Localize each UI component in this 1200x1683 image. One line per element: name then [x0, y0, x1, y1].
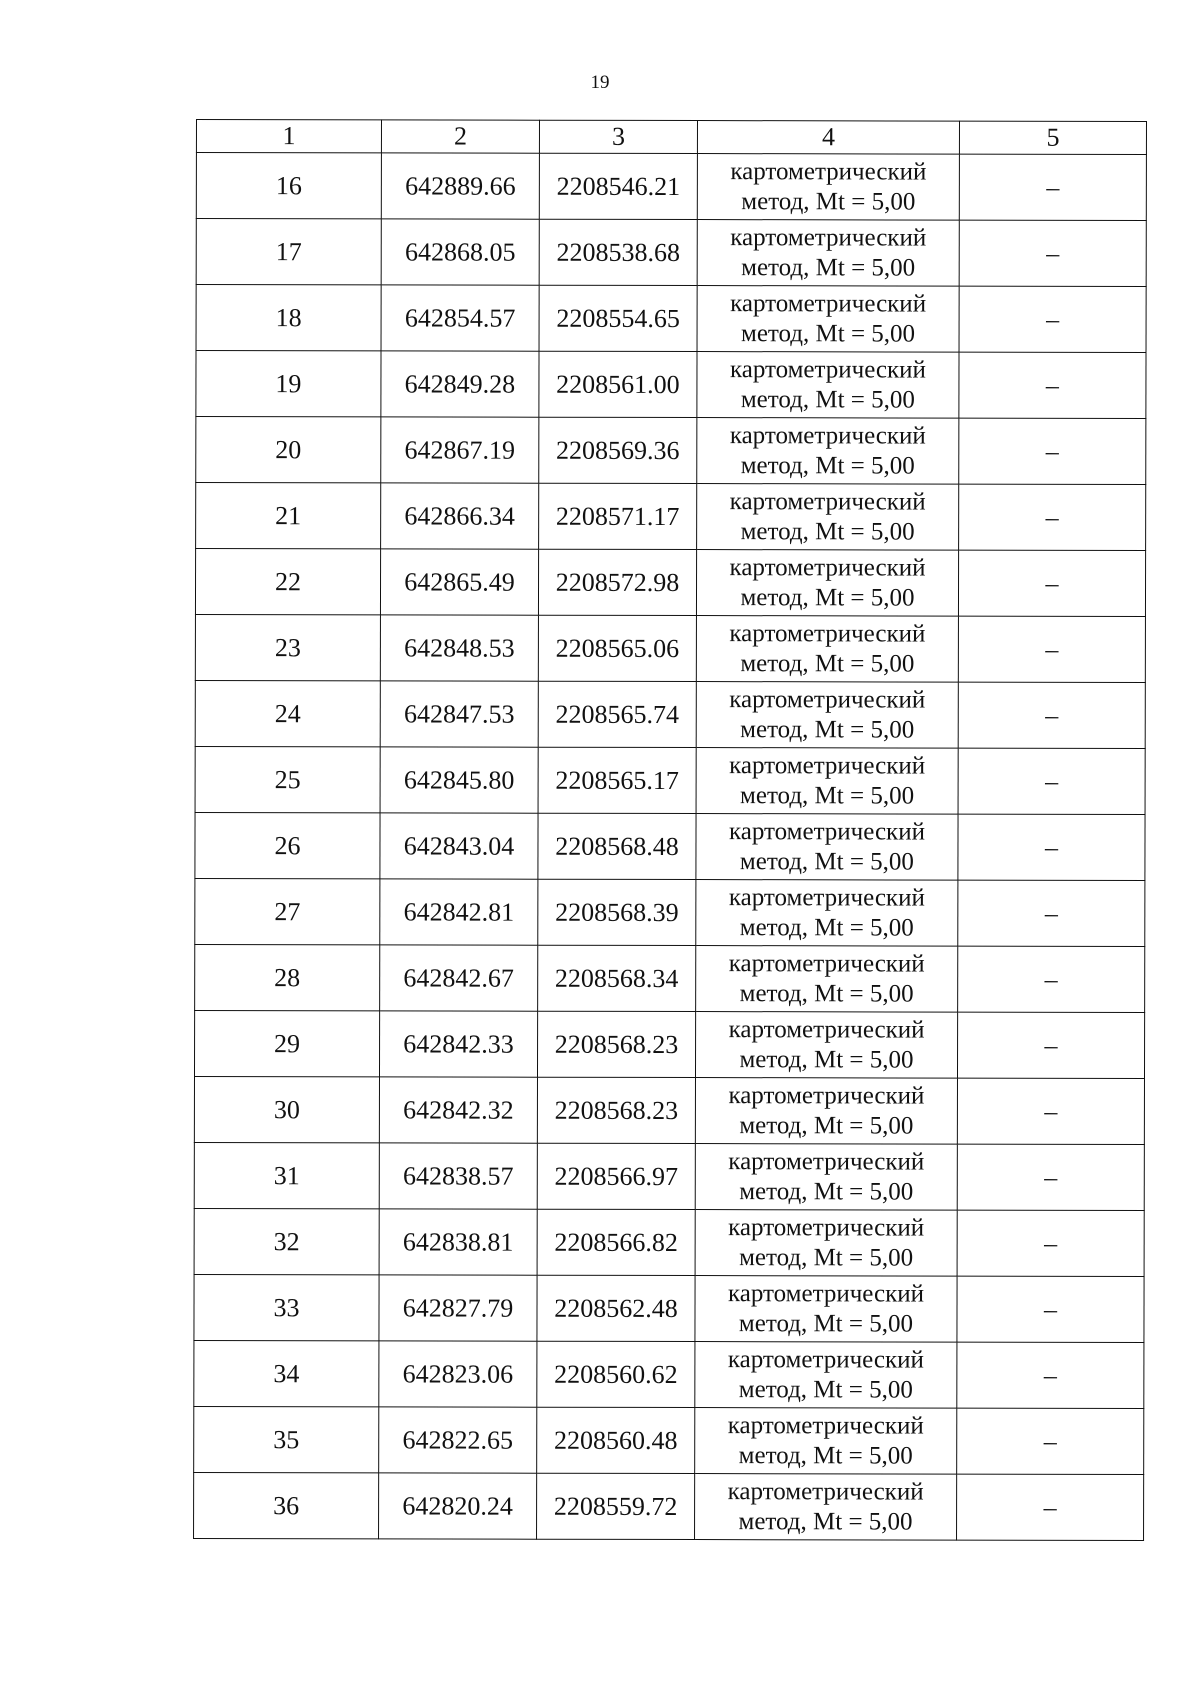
- description-cell: –: [958, 682, 1145, 748]
- x-coordinate-cell: 642868.05: [381, 219, 539, 285]
- description-cell: –: [959, 418, 1146, 484]
- method-cell: [697, 352, 959, 419]
- method-line-1: картометрический: [728, 817, 926, 846]
- method-cell: [696, 814, 958, 881]
- coordinates-table: [193, 119, 1147, 1541]
- point-number-cell: 23: [195, 614, 380, 680]
- method-line-1: картометрический: [729, 619, 926, 648]
- x-coordinate-cell: 642838.57: [379, 1143, 537, 1209]
- method-line-1: картометрический: [729, 685, 926, 714]
- y-coordinate-cell: 2208554.65: [539, 285, 697, 351]
- method-line-2: метод, Mt = 5,00: [738, 1375, 913, 1404]
- x-coordinate-cell: 642866.34: [381, 483, 539, 549]
- description-cell: –: [958, 814, 1145, 880]
- method-line-1: картометрический: [730, 223, 927, 252]
- table-row: [196, 153, 1146, 221]
- y-coordinate-cell: 2208571.17: [539, 483, 697, 549]
- x-coordinate-cell: 642854.57: [381, 285, 539, 351]
- method-line-2: метод, Mt = 5,00: [738, 1507, 913, 1536]
- y-coordinate-cell: 2208546.21: [539, 153, 697, 219]
- x-coordinate-cell: 642865.49: [380, 549, 538, 615]
- method-line-1: картометрический: [728, 883, 925, 912]
- method-cell: [695, 1078, 957, 1145]
- method-line-1: картометрический: [729, 553, 926, 582]
- point-number-cell: 18: [196, 285, 381, 351]
- table-row: [196, 351, 1146, 419]
- description-cell: –: [957, 1012, 1144, 1078]
- y-coordinate-cell: 2208565.06: [538, 615, 696, 681]
- y-coordinate-cell: 2208565.74: [538, 681, 696, 747]
- method-line-2: метод, Mt = 5,00: [739, 1243, 914, 1272]
- point-number-cell: 24: [195, 680, 380, 746]
- x-coordinate-cell: 642867.19: [381, 417, 539, 483]
- method-cell: [696, 550, 958, 617]
- method-line-1: картометрический: [727, 1345, 924, 1374]
- y-coordinate-cell: 2208562.48: [537, 1275, 695, 1341]
- description-cell: –: [957, 1276, 1144, 1342]
- description-cell: –: [957, 1078, 1144, 1144]
- method-line-2: метод, Mt = 5,00: [738, 1309, 914, 1338]
- method-cell: [695, 1276, 957, 1343]
- x-coordinate-cell: 642847.53: [380, 681, 538, 747]
- method-line-1: картометрический: [729, 421, 926, 450]
- method-line-2: метод, Mt = 5,00: [740, 649, 915, 678]
- method-cell: [697, 418, 959, 485]
- point-number-cell: 29: [194, 1010, 379, 1076]
- y-coordinate-cell: 2208572.98: [538, 549, 696, 615]
- description-cell: –: [958, 550, 1145, 616]
- method-line-1: картометрический: [728, 1147, 925, 1176]
- table-row: [194, 1208, 1144, 1276]
- x-coordinate-cell: 642842.81: [380, 879, 538, 945]
- method-cell: [695, 1012, 957, 1079]
- method-line-1: картометрический: [727, 1477, 924, 1506]
- point-number-cell: 17: [196, 219, 381, 285]
- method-line-1: картометрический: [729, 487, 926, 516]
- x-coordinate-cell: 642889.66: [381, 153, 539, 219]
- table-row: [194, 1472, 1144, 1540]
- table-row: [196, 285, 1146, 353]
- header-col-5: 5: [959, 121, 1146, 154]
- description-cell: –: [959, 286, 1146, 352]
- description-cell: –: [958, 946, 1145, 1012]
- x-coordinate-cell: 642820.24: [379, 1473, 537, 1539]
- table-row: [195, 944, 1145, 1012]
- point-number-cell: 28: [195, 944, 380, 1010]
- method-line-1: картометрический: [728, 1279, 925, 1308]
- point-number-cell: 21: [196, 483, 381, 549]
- description-cell: –: [959, 154, 1146, 220]
- table-row: [195, 878, 1145, 946]
- table-row: [194, 1406, 1144, 1474]
- table-row: [195, 812, 1145, 880]
- header-col-1: 1: [196, 120, 381, 153]
- point-number-cell: 19: [196, 351, 381, 417]
- table-row: [195, 549, 1145, 617]
- table-row: [194, 1274, 1144, 1342]
- y-coordinate-cell: 2208568.23: [537, 1077, 695, 1143]
- method-line-1: картометрический: [729, 355, 926, 384]
- method-cell: [695, 1144, 957, 1211]
- page-number: 19: [590, 72, 610, 93]
- x-coordinate-cell: 642827.79: [379, 1275, 537, 1341]
- method-cell: [697, 286, 959, 353]
- y-coordinate-cell: 2208565.17: [538, 747, 696, 813]
- method-cell: [696, 880, 958, 947]
- method-line-2: метод, Mt = 5,00: [740, 451, 915, 480]
- x-coordinate-cell: 642823.06: [379, 1341, 537, 1407]
- point-number-cell: 27: [195, 878, 380, 944]
- point-number-cell: 20: [196, 417, 381, 483]
- description-cell: –: [959, 352, 1146, 418]
- header-col-4: 4: [697, 121, 959, 155]
- point-number-cell: 30: [194, 1076, 379, 1142]
- method-line-2: метод, Mt = 5,00: [740, 517, 915, 546]
- table-row: [195, 680, 1145, 748]
- x-coordinate-cell: 642842.33: [379, 1011, 537, 1077]
- method-line-1: картометрический: [727, 1411, 924, 1440]
- method-cell: [697, 220, 959, 287]
- x-coordinate-cell: 642838.81: [379, 1209, 537, 1275]
- description-cell: –: [957, 1474, 1144, 1540]
- method-cell: [696, 616, 958, 683]
- description-cell: –: [957, 1144, 1144, 1210]
- method-cell: [696, 748, 958, 815]
- method-line-1: картометрический: [728, 1213, 925, 1242]
- point-number-cell: 22: [195, 549, 380, 615]
- y-coordinate-cell: 2208568.48: [538, 813, 696, 879]
- table-row: [194, 1340, 1144, 1408]
- method-line-2: метод, Mt = 5,00: [740, 583, 915, 612]
- table-row: [194, 1010, 1144, 1078]
- method-cell: [695, 1474, 957, 1541]
- table-header: [196, 120, 1146, 155]
- x-coordinate-cell: 642842.67: [380, 945, 538, 1011]
- x-coordinate-cell: 642842.32: [379, 1077, 537, 1143]
- table-body: [194, 153, 1147, 1541]
- table-row: [194, 1076, 1144, 1144]
- point-number-cell: 32: [194, 1208, 379, 1274]
- x-coordinate-cell: 642845.80: [380, 747, 538, 813]
- y-coordinate-cell: 2208559.72: [537, 1473, 695, 1539]
- method-line-2: метод, Mt = 5,00: [739, 1111, 914, 1140]
- method-line-2: метод, Mt = 5,00: [739, 1045, 914, 1074]
- method-line-2: метод, Mt = 5,00: [739, 1177, 914, 1206]
- y-coordinate-cell: 2208560.48: [537, 1407, 695, 1473]
- method-cell: [695, 1210, 957, 1277]
- method-line-2: метод, Mt = 5,00: [740, 385, 915, 414]
- y-coordinate-cell: 2208569.36: [539, 417, 697, 483]
- method-line-1: картометрический: [728, 1081, 925, 1110]
- description-cell: –: [959, 484, 1146, 550]
- x-coordinate-cell: 642849.28: [381, 351, 539, 417]
- method-line-2: метод, Mt = 5,00: [738, 1441, 913, 1470]
- method-cell: [695, 1408, 957, 1475]
- y-coordinate-cell: 2208566.97: [537, 1143, 695, 1209]
- method-line-2: метод, Mt = 5,00: [741, 253, 916, 282]
- method-line-1: картометрический: [730, 157, 927, 186]
- point-number-cell: 25: [195, 746, 380, 812]
- table-row: [195, 614, 1145, 682]
- description-cell: –: [957, 1210, 1144, 1276]
- method-cell: [697, 484, 959, 551]
- description-cell: –: [957, 1408, 1144, 1474]
- point-number-cell: 33: [194, 1274, 379, 1340]
- method-cell: [696, 682, 958, 749]
- method-line-2: метод, Mt = 5,00: [741, 187, 916, 216]
- point-number-cell: 35: [194, 1406, 379, 1472]
- table-row: [196, 483, 1146, 551]
- description-cell: –: [957, 1342, 1144, 1408]
- method-line-1: картометрический: [729, 751, 926, 780]
- x-coordinate-cell: 642822.65: [379, 1407, 537, 1473]
- table-row: [194, 1142, 1144, 1210]
- header-row: [196, 120, 1146, 155]
- method-line-2: метод, Mt = 5,00: [739, 913, 914, 942]
- y-coordinate-cell: 2208568.39: [538, 879, 696, 945]
- method-line-2: метод, Mt = 5,00: [739, 847, 914, 876]
- x-coordinate-cell: 642843.04: [380, 813, 538, 879]
- table-row: [196, 219, 1146, 287]
- table-row: [195, 746, 1145, 814]
- description-cell: –: [959, 220, 1146, 286]
- y-coordinate-cell: 2208568.23: [537, 1011, 695, 1077]
- method-line-2: метод, Mt = 5,00: [740, 715, 915, 744]
- header-col-3: 3: [539, 120, 697, 153]
- header-col-2: 2: [381, 120, 539, 153]
- y-coordinate-cell: 2208561.00: [539, 351, 697, 417]
- point-number-cell: 34: [194, 1340, 379, 1406]
- method-cell: [696, 946, 958, 1013]
- method-line-1: картометрический: [730, 289, 927, 318]
- method-line-2: метод, Mt = 5,00: [740, 781, 915, 810]
- y-coordinate-cell: 2208560.62: [537, 1341, 695, 1407]
- y-coordinate-cell: 2208566.82: [537, 1209, 695, 1275]
- description-cell: –: [958, 880, 1145, 946]
- table-row: [196, 417, 1146, 485]
- description-cell: –: [958, 616, 1145, 682]
- method-cell: [697, 154, 959, 221]
- method-line-1: картометрический: [728, 949, 925, 978]
- method-line-2: метод, Mt = 5,00: [740, 319, 916, 348]
- y-coordinate-cell: 2208538.68: [539, 219, 697, 285]
- point-number-cell: 26: [195, 812, 380, 878]
- x-coordinate-cell: 642848.53: [380, 615, 538, 681]
- y-coordinate-cell: 2208568.34: [538, 945, 696, 1011]
- method-cell: [695, 1342, 957, 1409]
- point-number-cell: 31: [194, 1142, 379, 1208]
- description-cell: –: [958, 748, 1145, 814]
- point-number-cell: 16: [196, 153, 381, 219]
- point-number-cell: 36: [194, 1472, 379, 1538]
- method-line-1: картометрический: [728, 1015, 925, 1044]
- method-line-2: метод, Mt = 5,00: [739, 979, 914, 1008]
